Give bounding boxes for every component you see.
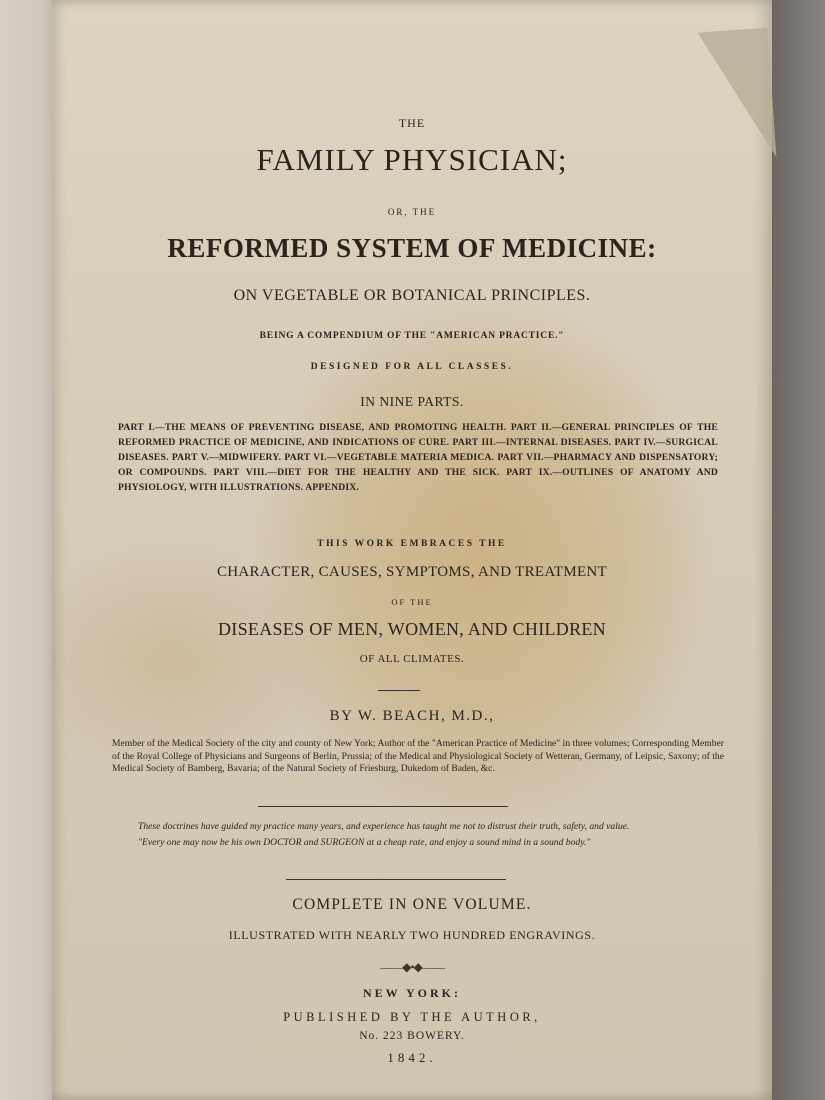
compendium-line: BEING A COMPENDIUM OF THE "AMERICAN PRACTICE." (259, 331, 565, 341)
parts-list: PART I.—THE MEANS OF PREVENTING DISEASE, AND PROMOTING HEALTH. PART II.—GENERAL PRINCIPLES OF THE REFORMED PRACTICE OF MEDICINE, AND INDICATIONS OF CURE. PART III.—INTERNAL DISEASES. PART IV.—SURGICAL DISEASES. PART V.—MIDWIFERY. PART VI.—VEGETABLE MATERIA MEDICA. PART VII.—PHARMACY AND DISPENSATORY; OR COMPOUNDS. PART VIII.—DIET FOR THE HEALTHY AND THE SICK. PART IX.—OUTLINES OF ANATOMY AND PHYSIOLOGY, WITH ILLUSTRATIONS. APPENDIX. (118, 422, 718, 493)
book-title: FAMILY PHYSICIAN; (256, 142, 568, 177)
epigraph (108, 820, 724, 852)
short-rule (378, 690, 420, 691)
illustrated-line: ILLUSTRATED WITH NEARLY TWO HUNDRED ENGRAVINGS. (228, 928, 596, 942)
year-line: 1842. (387, 1050, 437, 1065)
rule-2 (286, 879, 506, 880)
of-the-line: OF THE (391, 597, 433, 607)
rule-1 (258, 806, 508, 807)
address-line: No. 223 BOWERY. (359, 1030, 465, 1042)
title-the: THE (398, 116, 426, 130)
diseases-line: DISEASES OF MEN, WOMEN, AND CHILDREN (218, 619, 606, 639)
epigraph-quote-1: These doctrines have guided my practice many years, and experience has taught me not to distrust their truth, safety, and value. (138, 821, 630, 832)
title-page (52, 0, 772, 1100)
complete-line: COMPLETE IN ONE VOLUME. (292, 896, 532, 913)
embraces-line: THIS WORK EMBRACES THE (317, 539, 507, 549)
author-line: BY W. BEACH, M.D., (329, 708, 495, 724)
principles-line: ON VEGETABLE OR BOTANICAL PRINCIPLES. (233, 287, 591, 304)
book-subtitle: REFORMED SYSTEM OF MEDICINE: (167, 233, 657, 263)
publisher-line: PUBLISHED BY THE AUTHOR, (283, 1010, 541, 1024)
designed-line: DESIGNED FOR ALL CLASSES. (310, 362, 514, 372)
climates-line: OF ALL CLIMATES. (359, 653, 465, 665)
author-credentials: Member of the Medical Society of the city and county of New York; Author of the "American Practice of Medicine" in three volumes; Corresponding Member of the Royal College of Physicians and Surgeons of Berlin, Prussia; of the Medical and Physiological Society of Wetteran, Germany, of Leipsic, Saxony; of the Medical Society of Bamberg, Bavaria; of the Natural Society of Friesburg, Dukedom of Baden, &c. (112, 738, 724, 774)
or-the: OR, THE (387, 207, 437, 217)
epigraph-quote-2: "Every one may now be his own DOCTOR and SURGEON at a cheap rate, and enjoy a sound mind in a sound body." (138, 837, 591, 848)
ornament-rule: ——◆•◆—— (380, 960, 444, 974)
city-line: NEW YORK: (362, 986, 461, 1000)
character-line: CHARACTER, CAUSES, SYMPTOMS, AND TREATMENT (216, 564, 608, 580)
nine-parts-line: IN NINE PARTS. (360, 394, 464, 409)
facing-page-edge (0, 0, 60, 1100)
